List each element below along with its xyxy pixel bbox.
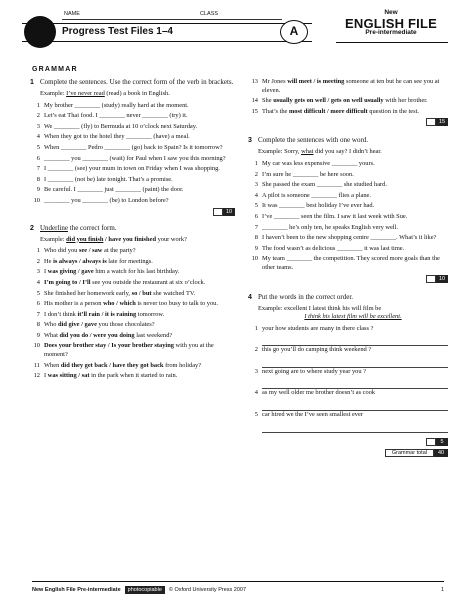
ex1-item	[30, 197, 235, 206]
ex1-item	[30, 186, 235, 195]
item-text: She passed the exam ________ she studied hard.	[262, 181, 387, 189]
item-text: Does your brother stay / Is your brother staying with you at the moment?	[44, 342, 214, 359]
footer-rule	[32, 581, 444, 582]
options: most difficult / more difficult	[288, 107, 368, 115]
item-number: 7	[36, 165, 40, 173]
options: is always / always is	[53, 257, 107, 265]
example-option-b: have you finished	[108, 235, 156, 243]
ex3-instruction-text: Complete the sentences with one word.	[258, 136, 369, 145]
header-circle	[24, 16, 56, 48]
ex2-item	[30, 258, 235, 267]
ex2-instruction-ul: Underline	[40, 223, 68, 232]
example-answer: what	[301, 148, 314, 156]
ex2-item	[30, 279, 235, 288]
ex1-item	[30, 123, 235, 132]
item-number: 4	[254, 389, 258, 397]
ex2-item	[30, 268, 235, 277]
left-column	[30, 78, 235, 383]
ex3-item	[248, 245, 448, 254]
item-number: 1	[36, 247, 40, 255]
ex2-items-right	[248, 78, 448, 116]
item-text: I don’t think it’ll rain / it is raining tomorrow.	[44, 310, 165, 318]
options: was sitting / sat	[47, 372, 90, 380]
item-text: I ________ (see) your mum in town on Friday when I was shopping.	[44, 165, 220, 173]
example-prefix: Example:	[40, 90, 65, 97]
item-number: 7	[254, 223, 258, 231]
ex4-items	[248, 325, 448, 433]
example-words: excellent I latest think his will film be	[284, 304, 382, 312]
ex4-item	[248, 346, 448, 355]
ex3-item	[248, 181, 448, 190]
item-text: as my well older me brother doesn’t as cook	[262, 389, 376, 397]
ex1-number: 1	[30, 79, 34, 86]
ex2-item	[248, 78, 448, 95]
item-text: car hired we the I’ve seen smallest ever	[262, 411, 363, 419]
item-number: 5	[36, 289, 40, 297]
item-number: 3	[254, 181, 258, 189]
ex2-item	[30, 300, 235, 309]
item-text: My brother ________ (study) really hard at the moment.	[44, 101, 189, 109]
brand-new: New	[384, 9, 398, 16]
ex2-item	[30, 290, 235, 299]
ex4-instruction-text: Put the words in the correct order.	[258, 292, 354, 301]
class-label: CLASS	[200, 11, 219, 17]
item-text: your how students are many in there class ?	[262, 324, 374, 332]
ex1-instruction	[30, 78, 235, 87]
brand-rule	[336, 42, 448, 43]
item-number: 5	[36, 143, 40, 151]
item-number: 8	[36, 321, 40, 329]
item-number: 9	[254, 244, 258, 252]
ex1-item	[30, 155, 235, 164]
item-text: The food wasn’t as delicious ________ it was last time.	[262, 244, 405, 252]
ex2-item	[248, 97, 448, 106]
options: did give / gave	[58, 321, 97, 329]
example-pre: Sorry,	[284, 148, 302, 156]
ex1-score	[30, 208, 235, 216]
ex2-item	[248, 108, 448, 117]
item-text: A pilot is someone ________ flies a plane.	[262, 191, 371, 199]
item-text: What did you do / were you doing last weekend?	[44, 331, 173, 339]
item-text: ________ you ________ (wait) for Paul when I saw you this morning?	[44, 154, 226, 162]
example-prefix: Example:	[258, 304, 283, 312]
item-number: 4	[36, 278, 40, 286]
item-text: this go you’ll do camping think weekend ?	[262, 346, 372, 354]
item-number: 2	[36, 112, 40, 120]
ex4-instruction	[248, 293, 448, 302]
item-text: ________ you ________ (be) to London before?	[44, 196, 169, 204]
ex2-item	[30, 321, 235, 330]
grammar-total-value: 40	[434, 449, 448, 457]
brand-level: Pre-intermediate	[365, 28, 417, 36]
item-text: His mother is a person who / which is never too busy to talk to you.	[44, 300, 218, 308]
item-text: My car was less expensive ________ yours.	[262, 159, 375, 167]
score-field[interactable]	[426, 275, 436, 283]
options: did you do / were you doing	[59, 331, 135, 339]
item-text: I ________ (not be) late tonight. That’s a promise.	[44, 175, 173, 183]
item-number: 11	[33, 361, 40, 369]
item-text: I’m going to / I’ll see you outside the restaurant at six o’clock.	[44, 278, 206, 286]
ex3-instruction	[248, 136, 448, 145]
ex2-items-left	[30, 247, 235, 381]
item-text: He is always / always is late for meetings.	[44, 257, 153, 265]
item-number: 4	[254, 191, 258, 199]
page-number: 1	[440, 587, 444, 593]
item-number: 10	[33, 342, 40, 350]
item-number: 9	[36, 186, 40, 194]
right-column	[248, 78, 448, 457]
example-answer: I think his latest film will be excellent.	[304, 313, 402, 321]
footer-book: New English File Pre-intermediate	[32, 587, 121, 593]
options: who / which	[103, 300, 136, 308]
score-max: 15	[436, 118, 448, 126]
item-number: 12	[33, 372, 40, 380]
brand-logo	[336, 10, 446, 36]
item-number: 1	[36, 101, 40, 109]
item-number: 1	[254, 159, 258, 167]
ex3-item	[248, 234, 448, 243]
item-number: 6	[254, 212, 258, 220]
name-line	[62, 19, 282, 20]
ex3-example	[258, 148, 448, 157]
ex1-instruction-text: Complete the sentences. Use the correct form of the verb in brackets.	[40, 78, 234, 86]
ex2-example	[40, 236, 235, 245]
score-field[interactable]	[426, 438, 436, 446]
example-sep: /	[103, 235, 109, 243]
answer-line[interactable]	[262, 361, 448, 368]
ex2-instruction-rest: the correct form.	[68, 223, 117, 232]
item-text: It was ________ best holiday I’ve ever had.	[262, 202, 375, 210]
item-number: 6	[36, 154, 40, 162]
photocopiable-badge: photocopiable	[125, 586, 165, 594]
ex3-item	[248, 171, 448, 180]
example-prefix: Example:	[40, 235, 65, 243]
item-number: 5	[254, 411, 258, 419]
example-rest: your work?	[156, 235, 187, 243]
ex1-item	[30, 176, 235, 185]
ex3-item	[248, 255, 448, 272]
ex1-items	[30, 102, 235, 206]
score-field[interactable]	[426, 118, 436, 126]
ex1-item	[30, 144, 235, 153]
ex1-item	[30, 165, 235, 174]
example-prefix: Example:	[258, 148, 283, 156]
item-number: 15	[251, 107, 258, 115]
ex2-item	[30, 247, 235, 256]
ex1-item	[30, 112, 235, 121]
answer-line[interactable]	[262, 382, 448, 389]
item-number: 2	[254, 170, 258, 178]
footer-copyright: © Oxford University Press 2007	[168, 587, 247, 593]
brand-main: ENGLISH FILE	[345, 15, 437, 31]
item-text: I was sitting / sat in the park when it started to rain.	[44, 372, 178, 380]
ex2-score	[248, 118, 448, 126]
ex2-item	[30, 332, 235, 341]
answer-line[interactable]	[262, 426, 448, 433]
item-number: 3	[36, 122, 40, 130]
item-number: 8	[36, 175, 40, 183]
item-text: I haven’t been to the new shopping centre ________. What’s it like?	[262, 234, 437, 242]
item-text: Let’s eat Thai food. I ________ never ________ (try) it.	[44, 112, 188, 120]
item-number: 4	[36, 133, 40, 141]
item-text: She usually gets on well / gets on well usually with her brother.	[262, 97, 428, 105]
ex2-item	[30, 311, 235, 320]
ex3-number: 3	[248, 137, 252, 145]
item-number: 13	[251, 78, 258, 85]
ex2-instruction	[30, 224, 235, 233]
footer	[32, 586, 444, 594]
example-answer: I’ve never read	[66, 90, 105, 97]
ex4-score	[248, 438, 448, 446]
options: did they get back / have they got back	[60, 361, 164, 369]
ex3-item	[248, 192, 448, 201]
item-number: 1	[254, 324, 258, 332]
ex2-item	[30, 342, 235, 359]
ex2-number: 2	[30, 224, 34, 232]
item-text: ________ he’s only ten, he speaks English very well.	[262, 223, 398, 231]
ex1-item	[30, 133, 235, 142]
options: will meet / is meeting	[287, 78, 345, 85]
ex3-item	[248, 202, 448, 211]
ex3-items	[248, 160, 448, 273]
name-label: NAME	[64, 11, 80, 17]
item-number: 2	[254, 346, 258, 354]
options: was giving / gave	[47, 268, 94, 276]
example-option-a: did you finish	[66, 235, 104, 243]
version-badge: A	[280, 20, 308, 44]
ex4-item	[248, 325, 448, 334]
item-text: We ________ (fly) to Bermuda at 10 o’clock next Saturday.	[44, 122, 198, 130]
ex3-score	[248, 275, 448, 283]
item-text: Mr Jones will meet / is meeting someone at ten but he can see you at eleven.	[262, 78, 440, 94]
options: I’m going to / I’ll	[44, 278, 91, 286]
item-number: 9	[36, 331, 40, 339]
item-number: 7	[36, 310, 40, 318]
ex3-item	[248, 160, 448, 169]
item-text: Who did give / gave you those chocolates?	[44, 321, 155, 329]
ex4-item	[248, 411, 448, 420]
item-number: 3	[36, 268, 40, 276]
item-number: 3	[254, 367, 258, 375]
item-text: Be careful. I ________ just ________ (paint) the door.	[44, 186, 184, 194]
grammar-total	[248, 449, 448, 457]
item-text: She finished her homework early, so / but she watched TV.	[44, 289, 196, 297]
ex4-example	[258, 305, 448, 322]
example-rest: (read) a book in English.	[104, 90, 170, 97]
item-text: That’s the most difficult / more difficult question in the test.	[262, 107, 419, 115]
example-rest: did you say? I didn’t hear.	[313, 148, 382, 156]
score-field[interactable]	[213, 208, 223, 216]
item-number: 10	[251, 255, 258, 263]
ex1-item	[30, 102, 235, 111]
item-text: I’ve ________ seen the film. I saw it last week with Sue.	[262, 212, 408, 220]
ex4-number: 4	[248, 293, 252, 301]
item-text: When did they get back / have they got back from holiday?	[44, 361, 202, 369]
section-heading: GRAMMAR	[32, 66, 78, 73]
item-text: I was giving / gave him a watch for his last birthday.	[44, 268, 180, 276]
item-text: next going are to where study year you ?	[262, 367, 366, 375]
answer-line[interactable]	[262, 404, 448, 411]
item-text: When they got to the hotel they ________ (have) a meal.	[44, 133, 190, 141]
item-number: 10	[33, 196, 40, 204]
options: it’ll rain / it is raining	[77, 310, 137, 318]
options: Does your brother stay / Is your brother staying	[44, 342, 174, 350]
item-number: 8	[254, 234, 258, 242]
item-text: Who did you see / saw at the party?	[44, 247, 136, 255]
item-number: 14	[251, 97, 258, 105]
ex1-example	[40, 90, 235, 99]
options: see / saw	[78, 247, 103, 255]
answer-line[interactable]	[262, 339, 448, 346]
item-text: I’m sure he ________ be here soon.	[262, 170, 354, 178]
options: so / but	[131, 289, 152, 297]
ex3-item	[248, 224, 448, 233]
ex4-item	[248, 368, 448, 377]
score-max: 5	[436, 438, 448, 446]
page-title: Progress Test Files 1–4	[62, 26, 173, 37]
options: usually gets on well / gets on well usually	[273, 97, 384, 105]
score-max: 10	[223, 208, 235, 216]
item-number: 6	[36, 300, 40, 308]
item-number: 5	[254, 202, 258, 210]
score-max: 10	[436, 275, 448, 283]
grammar-total-label: Grammar total	[385, 449, 434, 457]
ex3-item	[248, 213, 448, 222]
item-text: My team ________ the competition. They scored more goals than the other teams.	[262, 255, 440, 271]
ex4-item	[248, 389, 448, 398]
ex2-item	[30, 372, 235, 381]
item-number: 2	[36, 257, 40, 265]
ex2-item	[30, 362, 235, 371]
item-text: When ________ Pedro ________ (go) back to Spain? Is it tomorrow?	[44, 143, 223, 151]
